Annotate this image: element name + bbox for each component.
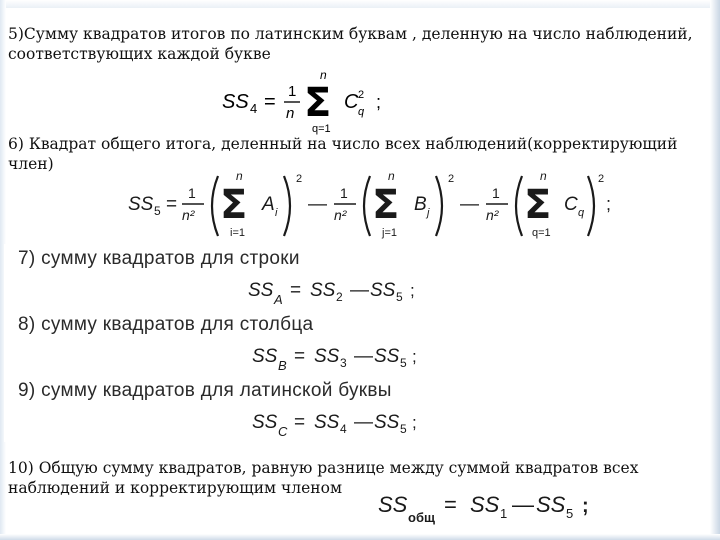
formula-ss5-svg [122, 166, 616, 246]
ss-sub: 1 [500, 506, 508, 521]
equals-sign: = [264, 91, 276, 113]
frac-numerator: 1 [288, 83, 297, 100]
ss-sub: B [278, 358, 287, 373]
paren-left [364, 176, 370, 236]
minus-sign: — [354, 412, 373, 433]
sum-upper: n [236, 169, 243, 183]
ss-sub: 4 [250, 101, 258, 116]
sum-upper: n [388, 169, 395, 183]
ss-sub: 5 [566, 506, 574, 521]
item9-heading: 9) сумму квадратов для латинской буквы [18, 380, 392, 401]
minus-sign: — [354, 346, 373, 367]
formula-ss5 [122, 166, 616, 246]
ss-sub: 5 [400, 356, 407, 370]
item6-text: 6) Квадрат общего итога, деленный на число всех наблюдений(корректирующий член) [8, 135, 678, 173]
item5-text: 5)Сумму квадратов итогов по латинским буквам , деленную на число наблюдений, соответствующих каждой букве [8, 25, 693, 63]
sum-lower: q=1 [312, 123, 331, 135]
paren-exp: 2 [448, 173, 455, 185]
frac-numerator: 1 [340, 185, 348, 201]
minus-sign: — [460, 194, 479, 215]
minus-sign: — [350, 280, 369, 301]
formula-ss4 [216, 66, 392, 138]
frac-denominator: n [286, 105, 295, 122]
ss-label: SS [252, 412, 278, 433]
formula-ssA [246, 274, 426, 308]
ss-sub: общ [408, 510, 435, 525]
paren-right [436, 176, 442, 236]
frac-numerator: 1 [188, 185, 196, 201]
semicolon: ; [606, 194, 612, 214]
ss-label: SS [374, 412, 400, 433]
ss-sub: 4 [340, 422, 347, 436]
frame-bottom [0, 534, 720, 540]
formula-ssC [250, 406, 430, 440]
ss-sub: 2 [336, 290, 343, 304]
frame-top [0, 0, 720, 8]
a-var: A [262, 194, 275, 215]
ss-label: SS [536, 492, 566, 517]
c-exp: 2 [358, 89, 365, 101]
paren-right [588, 176, 594, 236]
sigma-icon: Σ [524, 182, 552, 228]
paren-exp: 2 [598, 173, 605, 185]
ss-sub: 5 [396, 290, 403, 304]
item8-heading: 8) сумму квадратов для столбца [18, 314, 314, 335]
equals-sign: = [444, 492, 457, 517]
sum-lower: q=1 [532, 227, 551, 239]
minus-sign: — [512, 492, 534, 517]
semicolon: ; [412, 347, 417, 366]
ss-label: SS [374, 346, 400, 367]
c-sub: q [578, 207, 585, 219]
formula-ssB [250, 340, 430, 374]
ss-sub: 5 [154, 204, 161, 218]
ss-label: SS [252, 346, 278, 367]
frame-right [710, 0, 720, 540]
paren-left [516, 176, 522, 236]
minus-sign: — [308, 194, 327, 215]
paren-exp: 2 [296, 173, 303, 185]
sum-lower: i=1 [230, 227, 245, 239]
a-sub: i [275, 207, 278, 219]
equals-sign: = [290, 280, 302, 301]
b-var: B [414, 194, 427, 215]
paren-left [212, 176, 218, 236]
formula-ss4-svg [216, 66, 392, 138]
semicolon: ; [582, 495, 589, 517]
c-var: C [344, 91, 359, 113]
ss-label: SS [128, 194, 154, 215]
sum-upper: n [320, 68, 327, 82]
b-sub: j [427, 207, 430, 219]
sigma-icon: Σ [372, 182, 400, 228]
semicolon: ; [412, 413, 417, 432]
ss-label: SS [378, 492, 408, 517]
semicolon: ; [410, 281, 415, 300]
equals-sign: = [294, 412, 306, 433]
c-sub: q [358, 106, 365, 118]
equals-sign: = [294, 346, 306, 367]
paren-right [284, 176, 290, 236]
c-var: C [564, 194, 578, 215]
ss-sub: 3 [340, 356, 347, 370]
formula-ss-total-svg [372, 486, 604, 528]
frac-denominator: n² [486, 207, 499, 223]
sigma-icon: Σ [304, 80, 332, 126]
equals-sign: = [166, 194, 178, 215]
formula-ss-total [372, 486, 604, 528]
ss-label: SS [222, 91, 249, 113]
item10-text: 10) Общую сумму квадратов, равную разнице между суммой квадратов всех наблюдений и корректирующим членом [8, 459, 639, 497]
ss-label: SS [314, 412, 340, 433]
frac-denominator: n² [182, 207, 195, 223]
ss-label: SS [248, 280, 274, 301]
frac-denominator: n² [334, 207, 347, 223]
item7-heading: 7) сумму квадратов для строки [18, 248, 300, 269]
semicolon: ; [376, 92, 382, 112]
ss-sub: 5 [400, 422, 407, 436]
sum-upper: n [540, 169, 547, 183]
ss-sub: C [278, 424, 288, 439]
frac-numerator: 1 [492, 185, 500, 201]
sigma-icon: Σ [220, 182, 248, 228]
ss-label: SS [314, 346, 340, 367]
sum-lower: j=1 [382, 227, 397, 239]
ss-label: SS [470, 492, 500, 517]
ss-label: SS [370, 280, 396, 301]
ss-sub: A [274, 292, 283, 307]
ss-label: SS [310, 280, 336, 301]
